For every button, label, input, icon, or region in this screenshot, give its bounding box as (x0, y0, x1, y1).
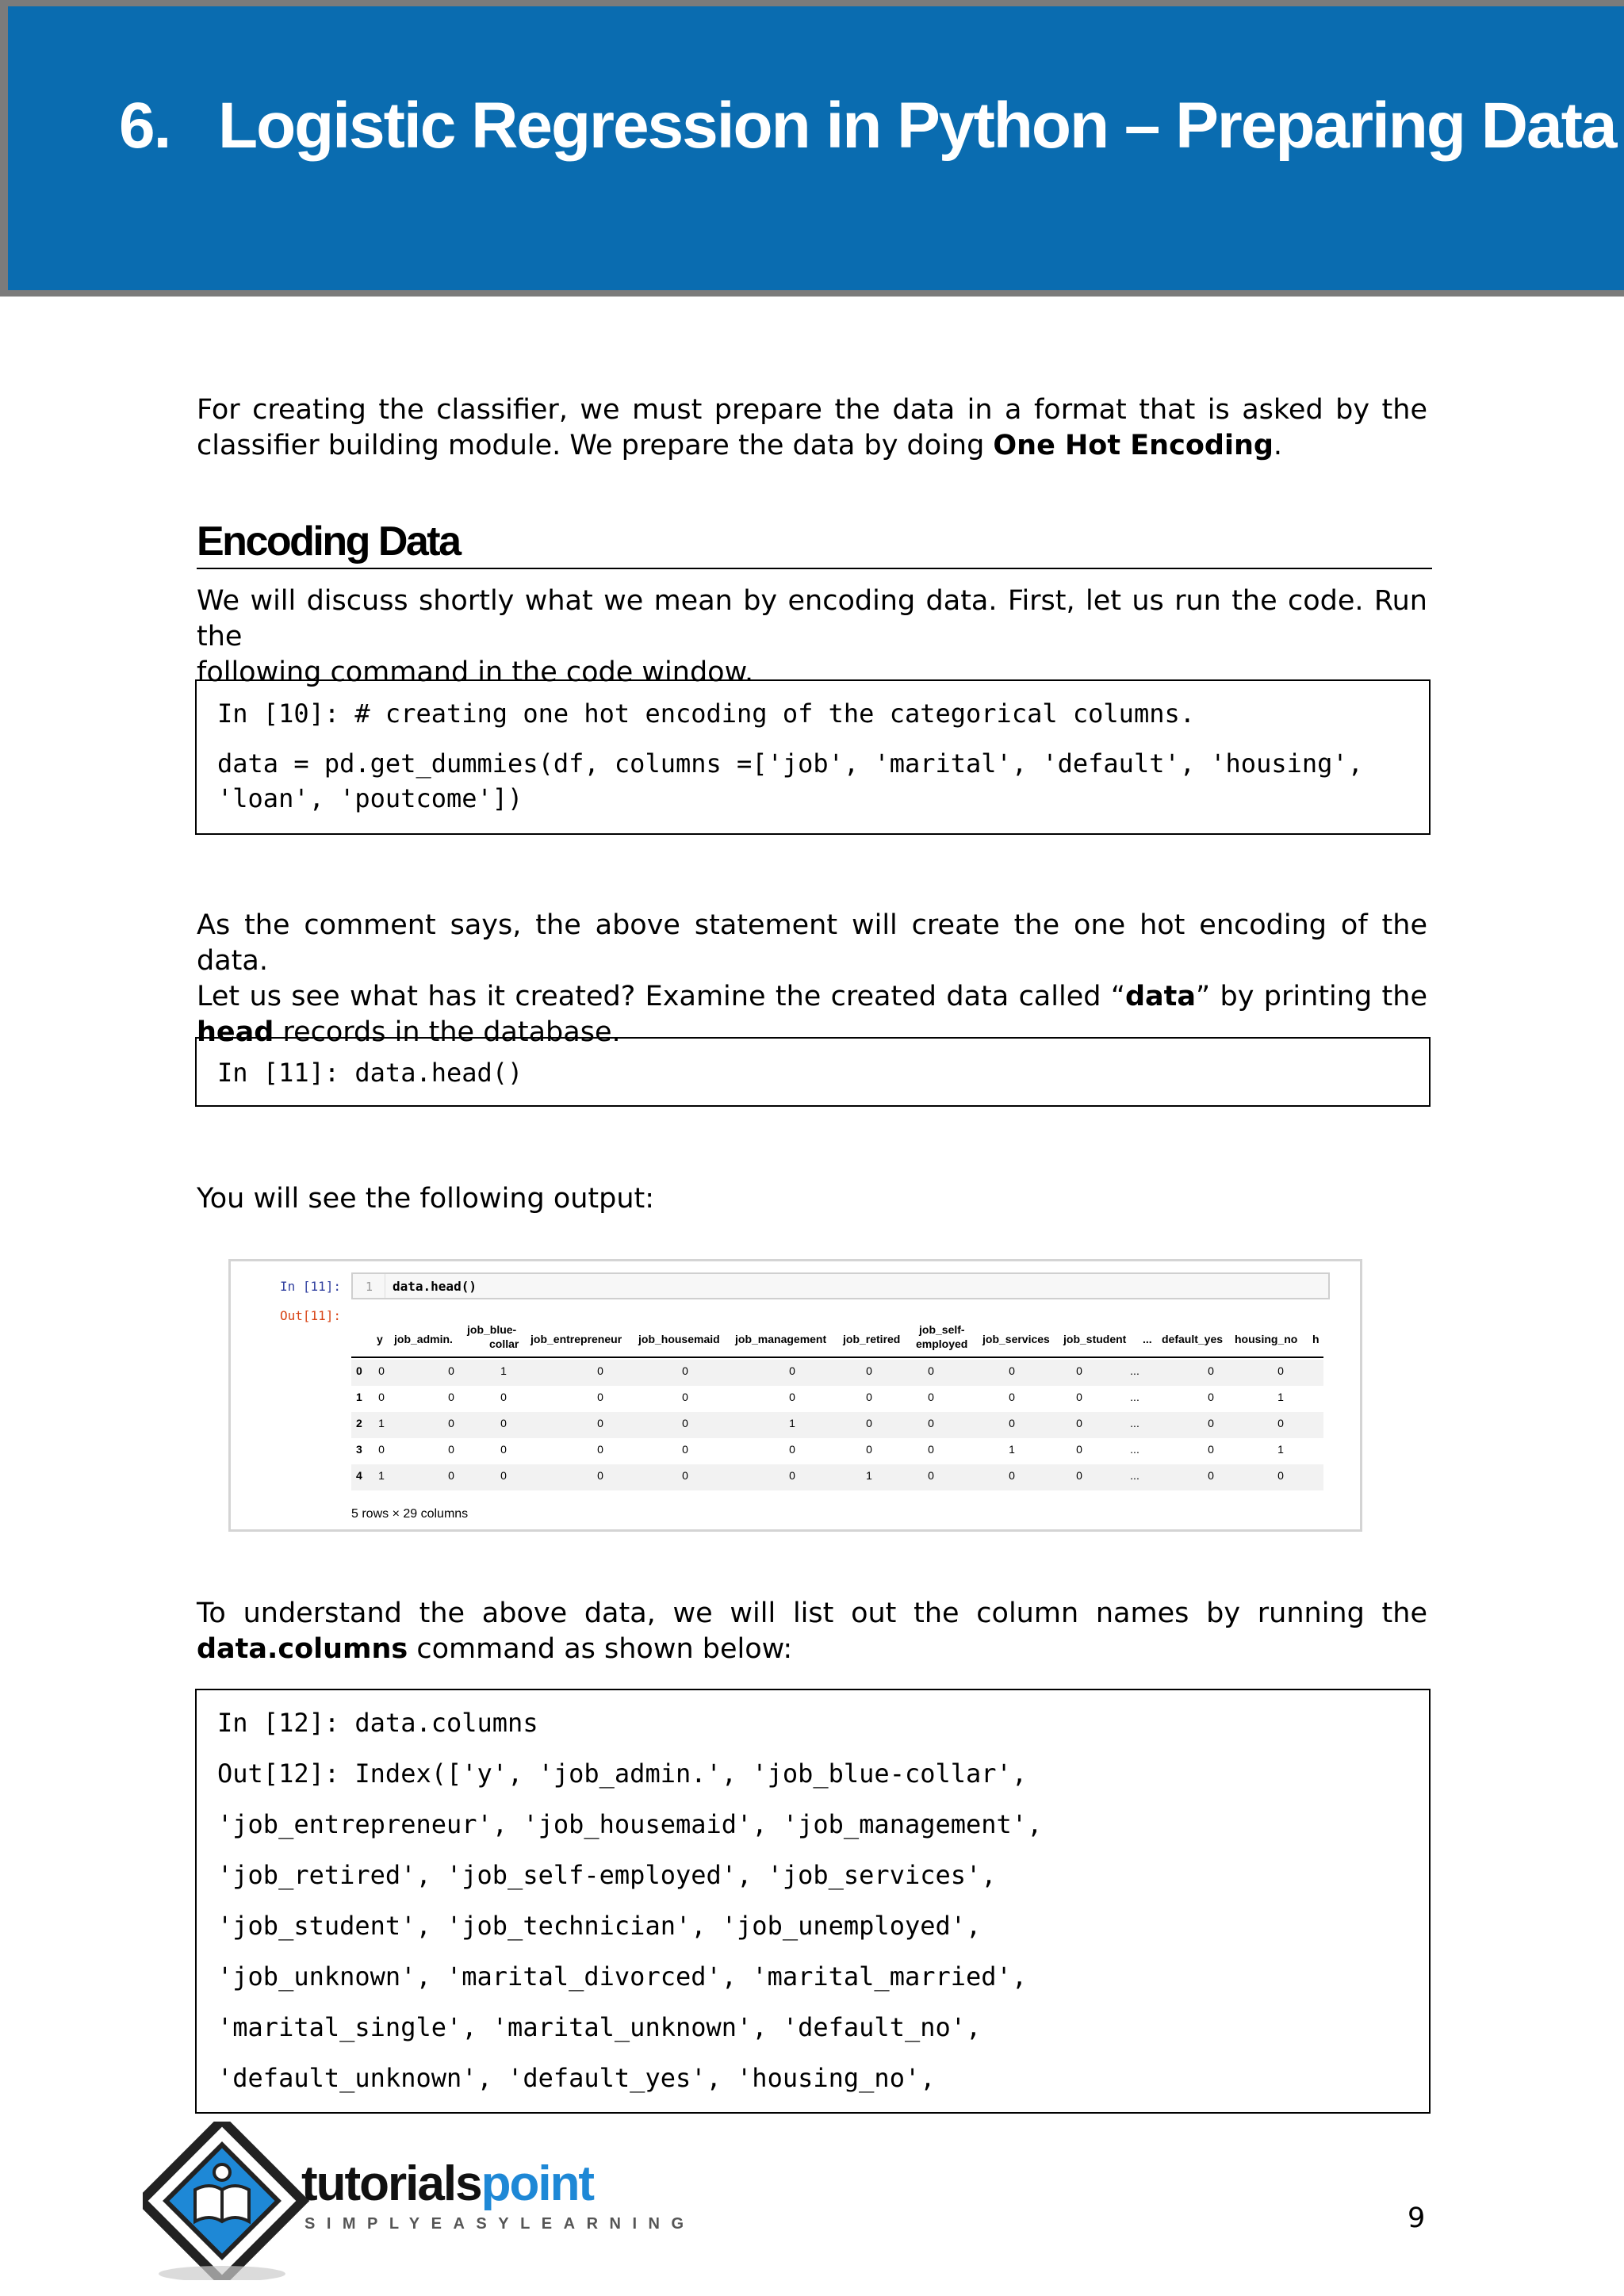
row-index: 0 (356, 1364, 362, 1377)
table-cell: 1 (1277, 1391, 1284, 1403)
col-header: job_housemaid (638, 1333, 720, 1345)
table-cell: 0 (597, 1417, 603, 1429)
code-line: 'marital_single', 'marital_unknown', 'default_no', (217, 2012, 982, 2042)
notebook-code-cell (351, 1272, 1330, 1299)
table-cell: 0 (1208, 1391, 1214, 1403)
table-cell: 1 (866, 1469, 872, 1482)
table-cell: 1 (789, 1417, 795, 1429)
row-index: 1 (356, 1391, 362, 1403)
table-cell: 0 (378, 1443, 385, 1456)
chapter-title-text: Logistic Regression in Python – Preparing Data (218, 90, 1616, 162)
in-prompt: In [11]: (280, 1279, 342, 1294)
chapter-title (119, 89, 1616, 163)
table-cell: 1 (500, 1364, 507, 1377)
table-footer: 5 rows × 29 columns (351, 1507, 469, 1521)
data-columns-bold: data.columns (197, 1633, 408, 1665)
paragraph-3 (197, 1181, 1427, 1217)
table-cell: ... (1130, 1469, 1139, 1482)
table-cell: ... (1130, 1443, 1139, 1456)
code-block-1 (195, 679, 1431, 835)
table-cell: 0 (682, 1391, 688, 1403)
code-line: 'job_entrepreneur', 'job_housemaid', 'job_management', (217, 1809, 1043, 1839)
table-cell: 0 (1009, 1364, 1015, 1377)
table-cell: 0 (1277, 1364, 1284, 1377)
code-line: Out[12]: Index(['y', 'job_admin.', 'job_blue-collar', (217, 1758, 1028, 1789)
code-line: data = pd.get_dummies(df, columns =['job', 'marital', 'default', 'housing', (217, 748, 1363, 779)
row-index: 2 (356, 1417, 362, 1429)
code-line: In [10]: # creating one hot encoding of the categorical columns. (217, 698, 1195, 729)
logo-tagline: SIMPLYEASYLEARNING (304, 2215, 695, 2233)
table-cell: 0 (448, 1443, 454, 1456)
table-cell: 0 (866, 1391, 872, 1403)
table-cell: 0 (789, 1391, 795, 1403)
data-bold: data (1124, 981, 1196, 1012)
logo-text-point: point (481, 2156, 594, 2211)
table-cell: 0 (500, 1391, 507, 1403)
table-cell: 0 (378, 1391, 385, 1403)
col-header: ... (1143, 1333, 1152, 1345)
one-hot-encoding-bold: One Hot Encoding (993, 430, 1274, 461)
col-header: job_management (735, 1333, 827, 1345)
table-cell: 0 (928, 1469, 934, 1482)
table-cell: 0 (1277, 1469, 1284, 1482)
para2-text: ” by printing the (1196, 981, 1427, 1012)
table-cell: 0 (866, 1443, 872, 1456)
col-header: housing_no (1235, 1333, 1298, 1345)
intro-line-2 (197, 428, 1427, 464)
para4-line-1: To understand the above data, we will list out the column names by running the (197, 1598, 1427, 1629)
table-cell: 0 (500, 1443, 507, 1456)
table-cell: 0 (928, 1417, 934, 1429)
table-cell: 0 (1208, 1443, 1214, 1456)
table-cell: 0 (448, 1417, 454, 1429)
col-header: y (377, 1333, 383, 1345)
section-line-2: following command in the code window. (197, 656, 754, 688)
section-paragraph (197, 584, 1427, 691)
paragraph-2 (197, 908, 1427, 1050)
col-header: h (1312, 1333, 1320, 1345)
line-number: 1 (366, 1280, 373, 1294)
head-bold: head (197, 1016, 274, 1048)
table-cell: 0 (1076, 1364, 1082, 1377)
intro-period: . (1273, 430, 1283, 461)
table-cell: 0 (1208, 1469, 1214, 1482)
table-cell: 0 (1076, 1469, 1082, 1482)
code-line: 'loan', 'poutcome']) (217, 783, 523, 813)
table-cell: 0 (682, 1469, 688, 1482)
col-header: job_blue- (467, 1323, 517, 1336)
table-cell: 0 (378, 1364, 385, 1377)
col-header: collar (489, 1337, 519, 1350)
code-line: 'default_unknown', 'default_yes', 'housing_no', (217, 2063, 936, 2093)
code-line: In [11]: data.head() (217, 1058, 523, 1088)
table-cell: ... (1130, 1391, 1139, 1403)
table-cell: 0 (928, 1391, 934, 1403)
table-cell: 1 (378, 1417, 385, 1429)
table-cell: 0 (1208, 1417, 1214, 1429)
table-cell: ... (1130, 1364, 1139, 1377)
table-cell: 1 (1277, 1443, 1284, 1456)
paragraph-4 (197, 1596, 1427, 1667)
table-cell: 0 (1277, 1417, 1284, 1429)
table-header-rule (351, 1357, 1323, 1358)
code-block-3 (195, 1689, 1431, 2114)
table-cell: 0 (682, 1443, 688, 1456)
cell-code: data.head() (393, 1279, 477, 1294)
table-cell: 0 (789, 1443, 795, 1456)
row-stripe (351, 1412, 1323, 1438)
row-index: 3 (356, 1443, 362, 1456)
table-cell: 0 (1208, 1364, 1214, 1377)
col-header: job_services (982, 1333, 1050, 1345)
table-cell: 0 (1076, 1417, 1082, 1429)
col-header: job_self- (919, 1323, 965, 1336)
para4-line-2 (197, 1632, 1427, 1667)
table-cell: ... (1130, 1417, 1139, 1429)
table-cell: 0 (789, 1469, 795, 1482)
table-cell: 0 (789, 1364, 795, 1377)
table-cell: 1 (378, 1469, 385, 1482)
col-header: job_student (1063, 1333, 1127, 1345)
table-cell: 0 (448, 1469, 454, 1482)
intro-paragraph (197, 392, 1427, 464)
table-cell: 1 (1009, 1443, 1015, 1456)
para2-text: Let us see what has it created? Examine the created data called “ (197, 981, 1125, 1012)
table-cell: 0 (448, 1364, 454, 1377)
table-cell: 0 (866, 1417, 872, 1429)
table-cell: 0 (1076, 1443, 1082, 1456)
intro-text: classifier building module. We prepare the data by doing (197, 430, 994, 461)
table-cell: 0 (597, 1469, 603, 1482)
para2-line-1: As the comment says, the above statement will create the one hot encoding of the data. (197, 909, 1427, 977)
table-cell: 0 (928, 1443, 934, 1456)
code-block-2 (195, 1037, 1431, 1107)
para4-text: command as shown below: (408, 1633, 793, 1665)
table-cell: 0 (448, 1391, 454, 1403)
para2-line-2 (197, 979, 1427, 1015)
table-cell: 0 (500, 1469, 507, 1482)
table-cell: 0 (1009, 1391, 1015, 1403)
table-cell: 0 (597, 1364, 603, 1377)
section-line-1: We will discuss shortly what we mean by encoding data. First, let us run the code. Run the (197, 585, 1427, 652)
logo-text-tutorials: tutorials (301, 2156, 481, 2211)
table-cell: 0 (1009, 1469, 1015, 1482)
row-stripe (351, 1464, 1323, 1490)
table-cell: 0 (1076, 1391, 1082, 1403)
code-line: In [12]: data.columns (217, 1708, 538, 1738)
table-cell: 0 (500, 1417, 507, 1429)
table-cell: 0 (682, 1417, 688, 1429)
code-line: 'job_student', 'job_technician', 'job_unemployed', (217, 1911, 982, 1941)
row-index: 4 (356, 1469, 362, 1482)
col-header: job_retired (843, 1333, 901, 1345)
table-cell: 0 (597, 1391, 603, 1403)
col-header: employed (916, 1337, 968, 1350)
table-cell: 0 (682, 1364, 688, 1377)
chapter-number: 6. (119, 90, 170, 162)
out-prompt: Out[11]: (280, 1308, 342, 1323)
page-number: 9 (1408, 2202, 1426, 2234)
row-stripe (351, 1360, 1323, 1386)
intro-line-1: For creating the classifier, we must prepare the data in a format that is asked by the (197, 394, 1427, 426)
table-cell: 0 (1009, 1417, 1015, 1429)
col-header: job_entrepreneur (530, 1333, 622, 1345)
code-line: 'job_retired', 'job_self-employed', 'job_services', (217, 1860, 997, 1890)
para3-line: You will see the following output: (197, 1183, 655, 1215)
table-cell: 0 (866, 1364, 872, 1377)
section-heading: Encoding Data (197, 515, 1432, 569)
table-cell: 0 (597, 1443, 603, 1456)
code-line: 'job_unknown', 'marital_divorced', 'marital_married', (217, 1961, 1028, 1992)
col-header: default_yes (1162, 1333, 1224, 1345)
notebook-output-screenshot (228, 1259, 1362, 1532)
table-cell: 0 (928, 1364, 934, 1377)
col-header: job_admin. (394, 1333, 453, 1345)
logo-wordmark (301, 2156, 593, 2212)
para2-text: records in the database. (274, 1016, 621, 1048)
